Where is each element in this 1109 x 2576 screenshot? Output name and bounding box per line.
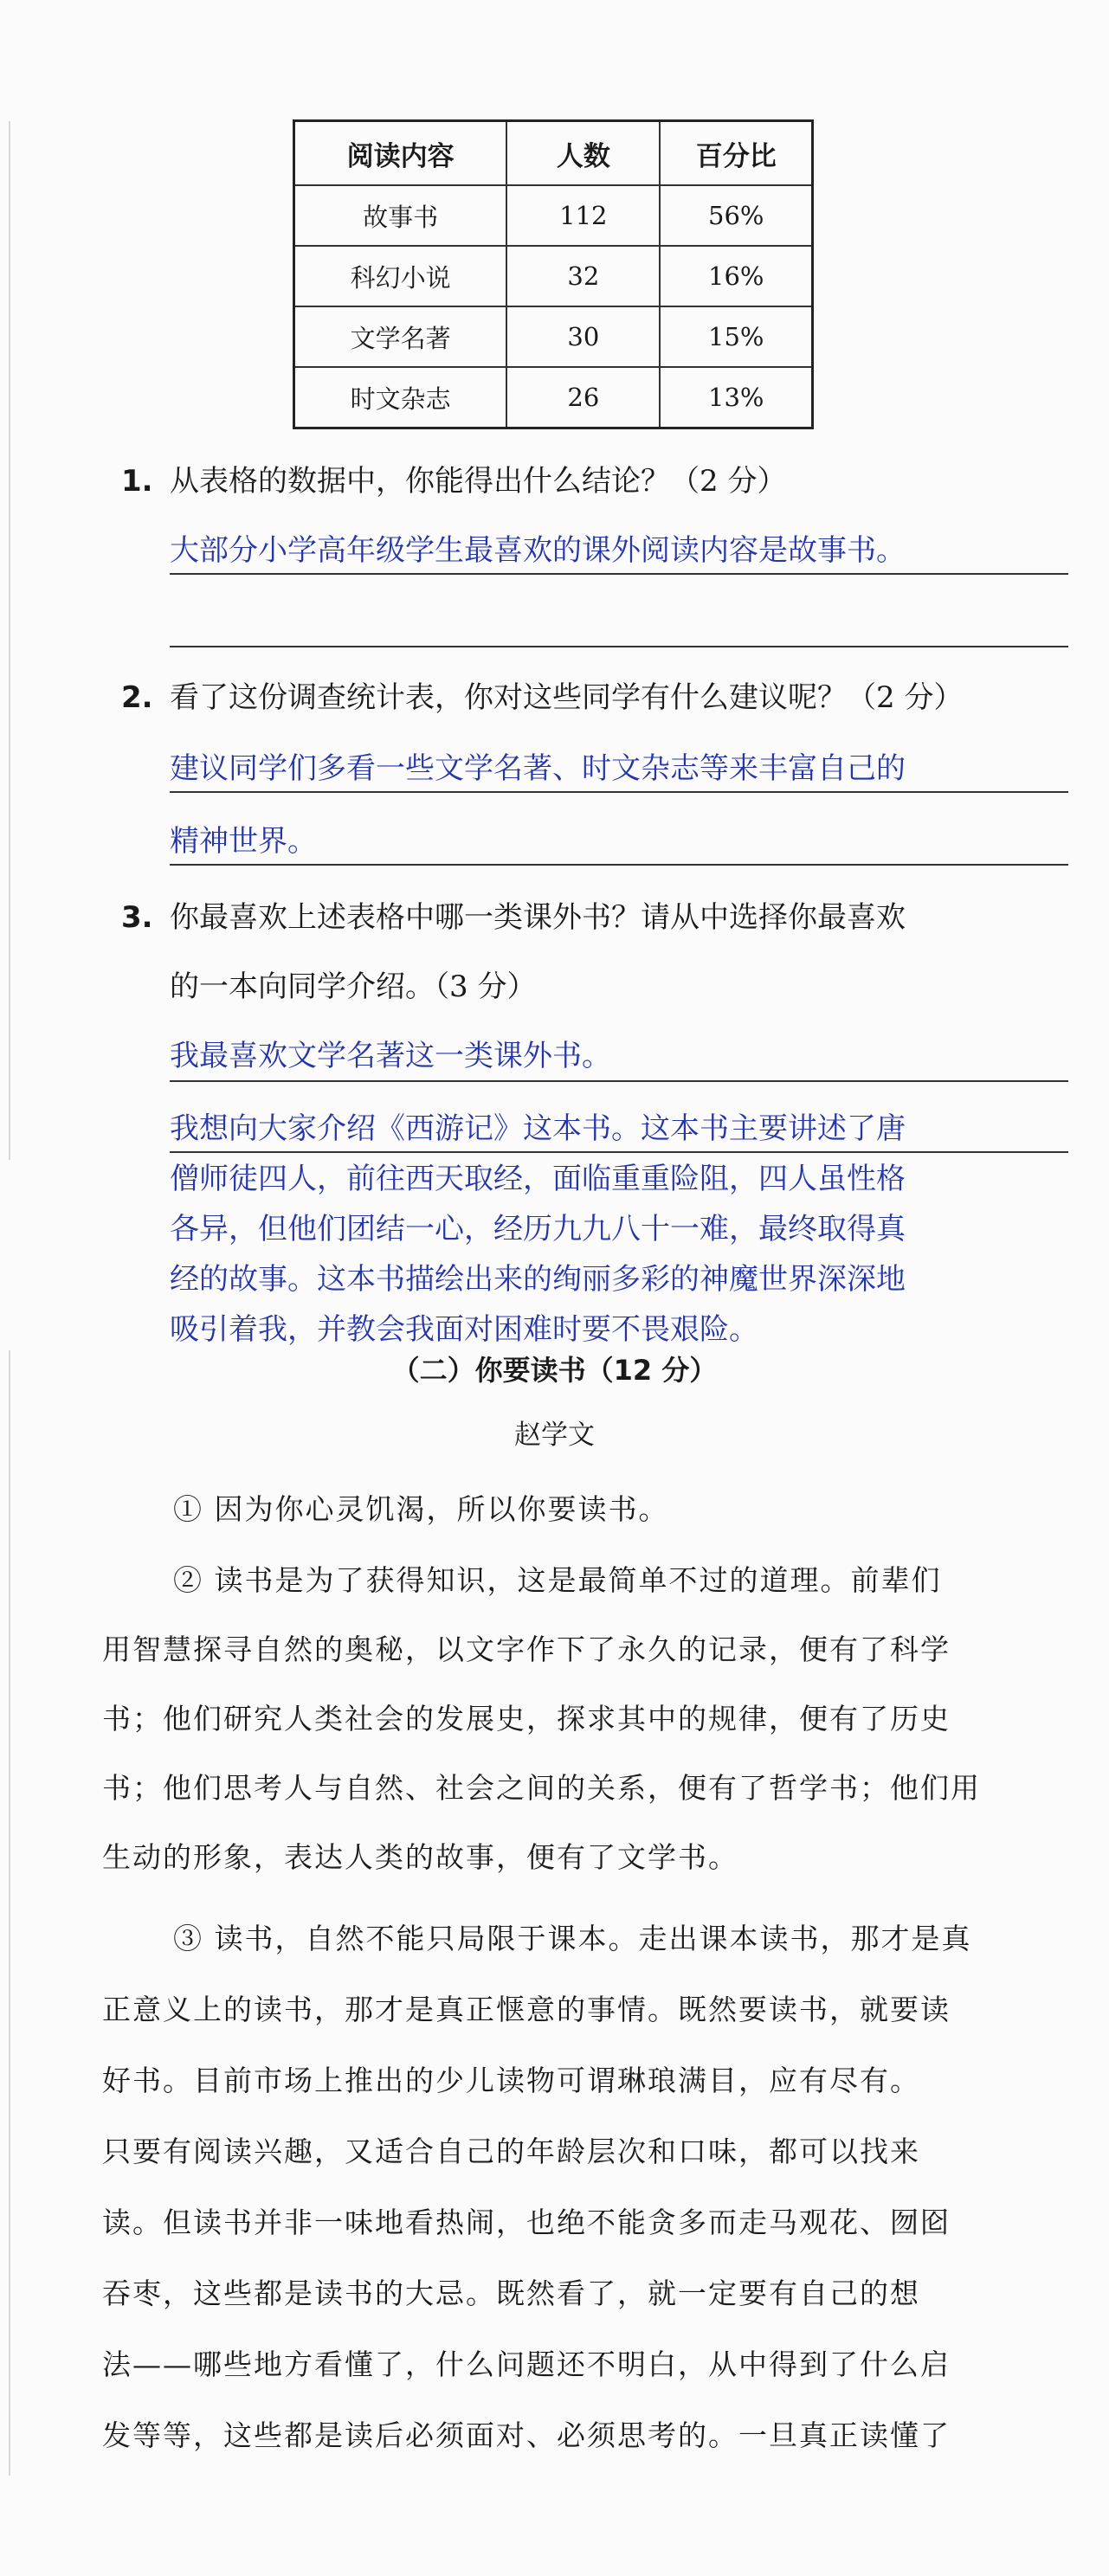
table-cell: 56% [660,185,812,246]
table-header-cell: 百分比 [660,121,812,186]
table-cell: 32 [506,246,660,306]
survey-table [293,119,814,429]
paragraph-line: ③ 读书，自然不能只局限于课本。走出课本读书，那才是真 [173,1922,972,1955]
paragraph-line: 生动的形象，表达人类的故事，便有了文学书。 [102,1840,738,1874]
answer-rule [170,791,1068,793]
answer-line: 吸引着我，并教会我面对困难时要不畏艰险。 [170,1312,758,1347]
answer-rule [170,573,1068,575]
table-cell: 科幻小说 [294,246,507,306]
table-row [294,246,813,306]
table-cell: 时文杂志 [294,367,507,428]
paragraph-line: 发等等，这些都是读后必须面对、必须思考的。一旦真正读懂了 [102,2418,951,2452]
question-text: 看了这份调查统计表，你对这些同学有什么建议呢？（2 分） [170,680,964,715]
answer-line: 我想向大家介绍《西游记》这本书。这本书主要讲述了唐 [170,1111,906,1146]
table-cell: 30 [506,306,660,367]
answer-line: 经的故事。这本书描绘出来的绚丽多彩的神魔世界深深地 [170,1262,906,1297]
question-number: 2. [121,680,153,715]
table-cell: 26 [506,367,660,428]
table-header-cell: 阅读内容 [294,121,507,186]
answer-rule [170,864,1068,866]
paragraph-line: 用智慧探寻自然的奥秘，以文字作下了永久的记录，便有了科学 [102,1633,951,1666]
question-text: 你最喜欢上述表格中哪一类课外书？请从中选择你最喜欢 [170,900,906,935]
question-text: 从表格的数据中，你能得出什么结论？（2 分） [170,464,787,499]
answer-rule [170,1080,1068,1082]
table-cell: 16% [660,246,812,306]
answer-line: 僧师徒四人，前往西天取经，面临重重险阻，四人虽性格 [170,1162,906,1196]
answer-line: 精神世界。 [170,824,317,859]
table-cell: 13% [660,367,812,428]
page-edge-line [9,121,10,1160]
paragraph-line: 法——哪些地方看懂了，什么问题还不明白，从中得到了什么启 [102,2347,951,2381]
answer-line: 我最喜欢文学名著这一类课外书。 [170,1039,611,1073]
paragraph-line: 正意义上的读书，那才是真正惬意的事情。既然要读书，就要读 [102,1993,951,2026]
paragraph-line: 只要有阅读兴趣，又适合自己的年龄层次和口味，都可以找来 [102,2135,920,2168]
section-title: （二）你要读书（12 分） [391,1354,718,1387]
table-row [294,367,813,428]
answer-line: 大部分小学高年级学生最喜欢的课外阅读内容是故事书。 [170,533,906,568]
table-header-cell: 人数 [506,121,660,186]
paragraph-line: ② 读书是为了获得知识，这是最简单不过的道理。前辈们 [173,1563,942,1597]
answer-rule [170,1151,1068,1153]
table-cell: 15% [660,306,812,367]
table-cell: 故事书 [294,185,507,246]
table-cell: 文学名著 [294,306,507,367]
table-header-row [294,121,813,186]
paragraph-line: 书；他们思考人与自然、社会之间的关系，便有了哲学书；他们用 [102,1771,981,1805]
answer-line: 建议同学们多看一些文学名著、时文杂志等来丰富自己的 [170,751,906,786]
paragraph-line: 读。但读书并非一味地看热闹，也绝不能贪多而走马观花、囫囵 [102,2206,951,2239]
paragraph-line: 好书。目前市场上推出的少儿读物可谓琳琅满目，应有尽有。 [102,2064,920,2097]
page-edge-line [9,1350,10,2476]
question-text: 的一本向同学介绍。（3 分） [170,969,537,1004]
paragraph-line: 吞枣，这些都是读书的大忌。既然看了，就一定要有自己的想 [102,2277,920,2310]
answer-line: 各异，但他们团结一心，经历九九八十一难，最终取得真 [170,1212,906,1246]
paragraph-line: ① 因为你心灵饥渴，所以你要读书。 [173,1492,669,1526]
question-number: 1. [121,464,153,499]
article-author: 赵学文 [514,1420,595,1451]
table-cell: 112 [506,185,660,246]
table-row [294,185,813,246]
answer-rule [170,646,1068,647]
question-number: 3. [121,900,153,935]
paragraph-line: 书；他们研究人类社会的发展史，探求其中的规律，便有了历史 [102,1702,951,1736]
table-row [294,306,813,367]
